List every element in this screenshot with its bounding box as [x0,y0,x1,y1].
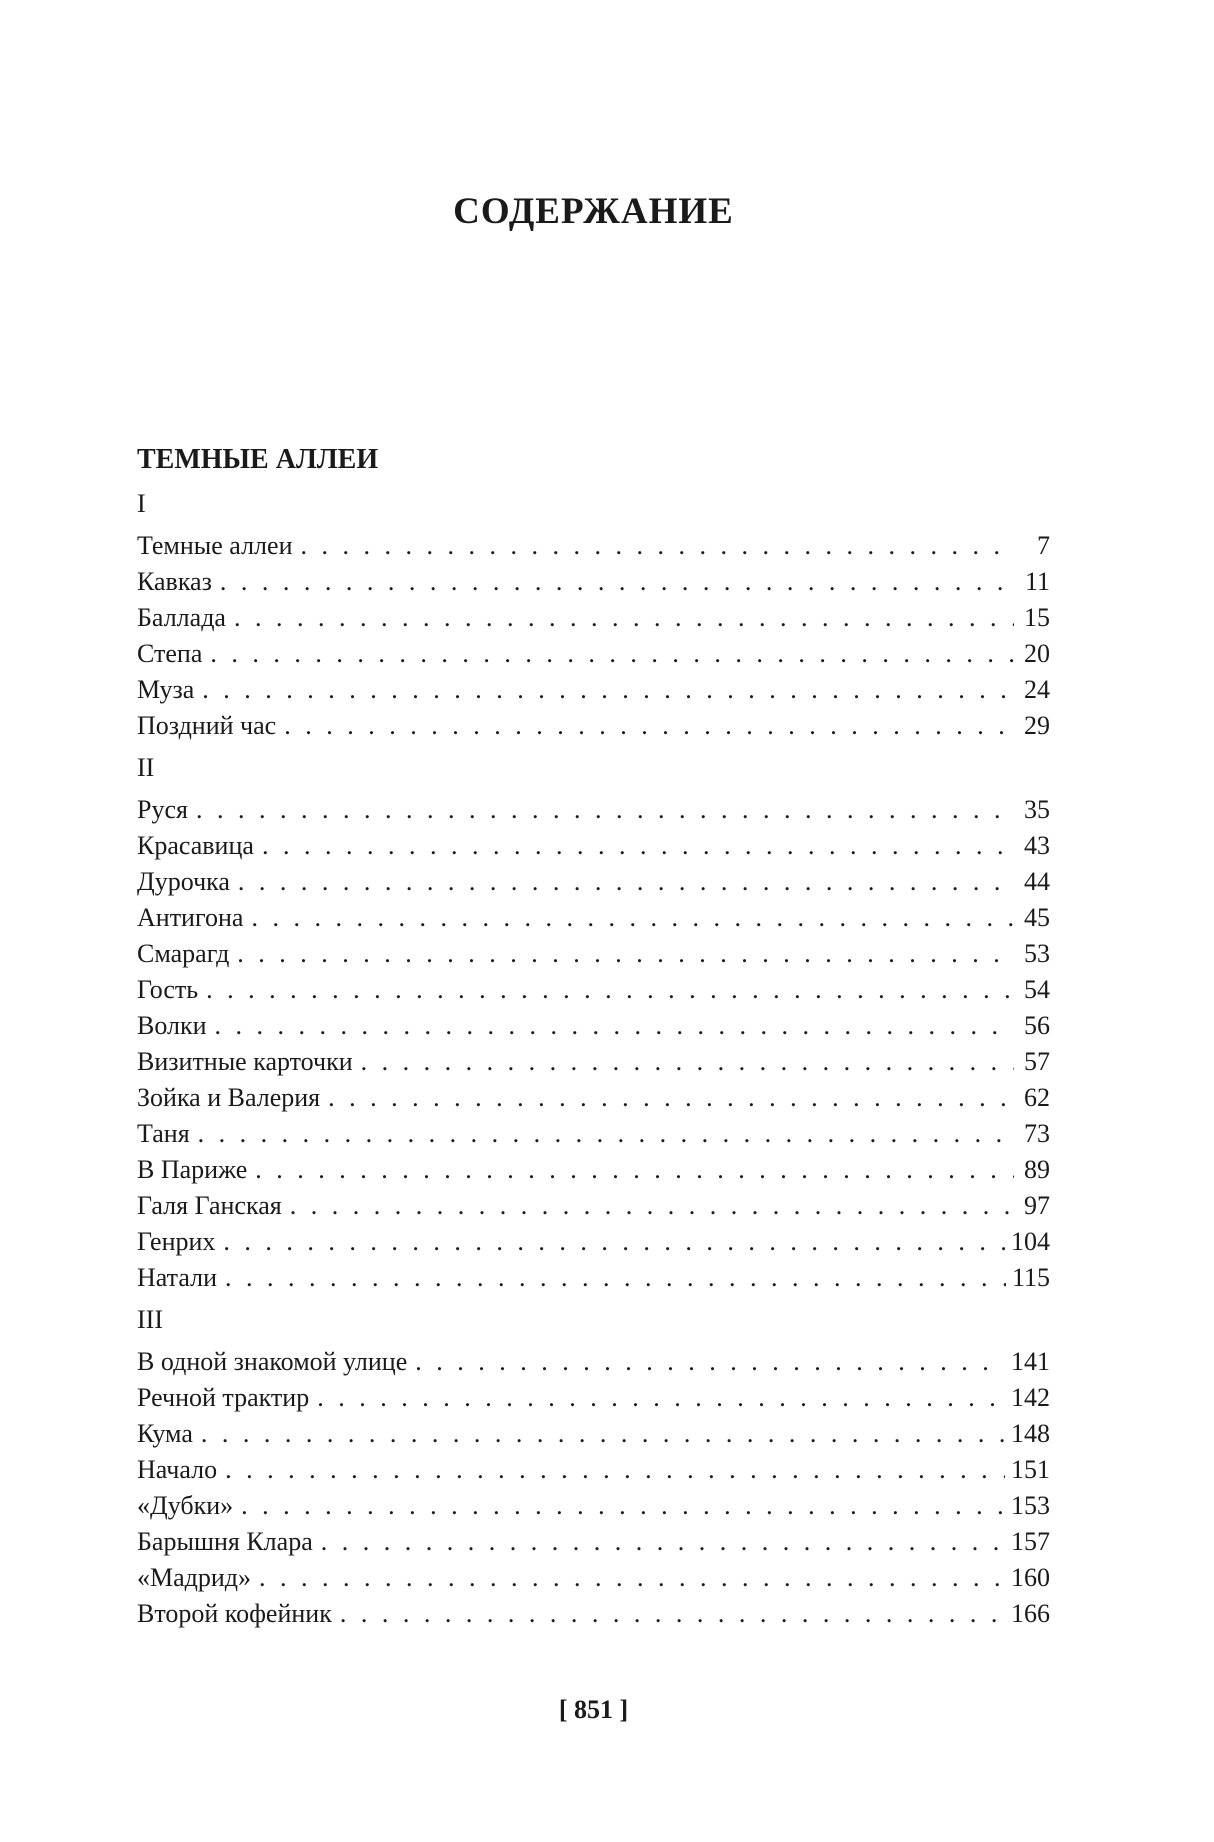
entry-title: «Дубки» [137,1491,234,1520]
entry-page-number: 56 [1024,1011,1050,1040]
toc-entry[interactable] [137,528,1050,564]
dot-leader [340,1596,1005,1632]
toc-entry[interactable] [137,1080,1050,1116]
entry-page-number: 62 [1024,1083,1050,1112]
toc-entry[interactable] [137,1344,1050,1380]
entry-title: Таня [137,1119,190,1148]
entry-page-number: 157 [1011,1527,1050,1556]
toc-entry[interactable] [137,972,1050,1008]
entry-title: Визитные карточки [137,1047,353,1076]
entry-title: Дурочка [137,867,230,896]
entry-title: Волки [137,1011,207,1040]
entry-title: Антигона [137,903,244,932]
dot-leader [415,1344,1005,1380]
toc-entry[interactable] [137,1260,1050,1296]
dot-leader [251,900,1014,936]
entry-page-number: 45 [1024,903,1050,932]
part-2 [137,750,1050,1296]
entry-title: Галя Ганская [137,1191,282,1220]
toc-entry[interactable] [137,864,1050,900]
dot-leader [262,828,1014,864]
dot-leader [321,1524,1005,1560]
entry-page-number: 148 [1011,1419,1050,1448]
dot-leader [225,1260,1006,1296]
entry-page-number: 35 [1024,795,1050,824]
entry-title: В одной знакомой улице [137,1347,408,1376]
entry-page-number: 97 [1024,1191,1050,1220]
dot-leader [202,672,1014,708]
entry-page-number: 53 [1024,939,1050,968]
section-title: ТЕМНЫЕ АЛЛЕИ [137,444,379,475]
dot-leader [237,936,1014,972]
toc-entry[interactable] [137,1416,1050,1452]
entry-title: «Мадрид» [137,1563,252,1592]
entry-page-number: 73 [1024,1119,1050,1148]
toc-entry[interactable] [137,636,1050,672]
dot-leader [361,1044,1014,1080]
entry-title: Муза [137,675,195,704]
dot-leader [284,708,1014,744]
toc-entry[interactable] [137,600,1050,636]
toc-entry[interactable] [137,1008,1050,1044]
toc-entry[interactable] [137,1380,1050,1416]
entry-page-number: 151 [1011,1455,1050,1484]
entry-page-number: 54 [1024,975,1050,1004]
dot-leader [328,1080,1014,1116]
entry-title: Начало [137,1455,218,1484]
toc-entry[interactable] [137,936,1050,972]
toc-entry[interactable] [137,1596,1050,1632]
dot-leader [215,1008,1014,1044]
dot-leader [223,1224,1005,1260]
entry-title: Смарагд [137,939,230,968]
toc-entry[interactable] [137,1488,1050,1524]
part-3 [137,1302,1050,1632]
toc-entry[interactable] [137,828,1050,864]
entry-title: Барышня Клара [137,1527,313,1556]
toc-entry[interactable] [137,1152,1050,1188]
entry-page-number: 166 [1011,1599,1050,1628]
toc-entry[interactable] [137,1224,1050,1260]
entry-page-number: 7 [1037,531,1050,560]
entry-page-number: 44 [1024,867,1050,896]
toc-entry[interactable] [137,1524,1050,1560]
toc-entry[interactable] [137,1452,1050,1488]
entry-page-number: 89 [1024,1155,1050,1184]
dot-leader [220,564,1014,600]
entry-page-number: 11 [1024,567,1050,596]
part-heading: I [137,489,146,518]
entry-page-number: 141 [1011,1347,1050,1376]
entry-title: Гость [137,975,199,1004]
entry-title: Степа [137,639,203,668]
dot-leader [255,1152,1014,1188]
toc-entry[interactable] [137,1044,1050,1080]
entry-page-number: 29 [1024,711,1050,740]
entry-title: Второй кофейник [137,1599,332,1628]
toc-entry[interactable] [137,1188,1050,1224]
entry-title: Генрих [137,1227,216,1256]
toc-entry[interactable] [137,1560,1050,1596]
dot-leader [300,528,1014,564]
toc-entry[interactable] [137,672,1050,708]
dot-leader [238,864,1014,900]
entry-page-number: 115 [1011,1263,1050,1292]
entry-title: Кавказ [137,567,212,596]
entry-page-number: 43 [1024,831,1050,860]
dot-leader [290,1188,1014,1224]
entry-page-number: 57 [1024,1047,1050,1076]
entry-title: Поздний час [137,711,277,740]
dot-leader [198,1116,1014,1152]
entry-title: В Париже [137,1155,248,1184]
dot-leader [206,972,1014,1008]
part-heading: II [137,753,155,782]
entry-page-number: 142 [1011,1383,1050,1412]
dot-leader [196,792,1014,828]
dot-leader [317,1380,1005,1416]
entry-title: Кума [137,1419,193,1448]
page-title: СОДЕРЖАНИЕ [453,191,734,232]
entry-title: Зойка и Валерия [137,1083,321,1112]
dot-leader [241,1488,1005,1524]
part-heading: III [137,1305,163,1334]
entry-title: Красавица [137,831,254,860]
entry-title: Руся [137,795,188,824]
entry-page-number: 160 [1011,1563,1050,1592]
dot-leader [210,636,1014,672]
entry-title: Баллада [137,603,226,632]
page-number: [ 851 ] [558,1695,629,1724]
entry-page-number: 20 [1024,639,1050,668]
entry-page-number: 15 [1024,603,1050,632]
dot-leader [201,1416,1005,1452]
dot-leader [259,1560,1005,1596]
toc-entry[interactable] [137,900,1050,936]
entry-title: Натали [137,1263,217,1292]
toc-entry[interactable] [137,792,1050,828]
toc-entry[interactable] [137,564,1050,600]
entry-title: Темные аллеи [137,531,293,560]
toc-entry[interactable] [137,708,1050,744]
part-1 [137,486,1050,744]
table-of-contents [137,442,1050,1632]
dot-leader [234,600,1014,636]
entry-page-number: 24 [1024,675,1050,704]
entry-title: Речной трактир [137,1383,310,1412]
entry-page-number: 104 [1011,1227,1050,1256]
entry-page-number: 153 [1011,1491,1050,1520]
toc-entry[interactable] [137,1116,1050,1152]
dot-leader [225,1452,1005,1488]
